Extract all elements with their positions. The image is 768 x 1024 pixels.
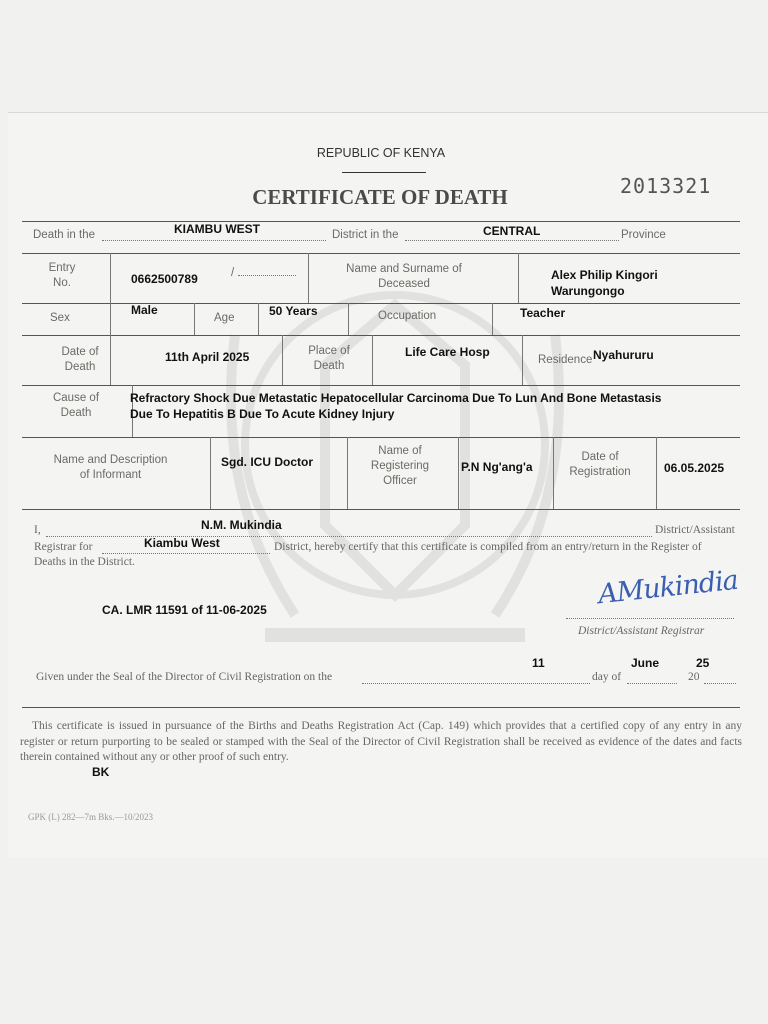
col-rule: [492, 303, 493, 335]
age-value: 50 Years: [269, 304, 318, 318]
entry-separator: /: [231, 267, 235, 279]
seal-month: June: [631, 656, 660, 670]
col-rule: [372, 335, 373, 385]
deceased-name: Alex Philip Kingori Warungongo: [551, 268, 658, 298]
col-rule: [347, 437, 348, 509]
date-registration-value: 06.05.2025: [664, 461, 725, 475]
col-rule: [308, 253, 309, 303]
row-rule-6: [22, 509, 740, 510]
entry-label: Entry No.: [48, 262, 76, 289]
registrar-district: Kiambu West: [144, 536, 220, 550]
entry-dots: [238, 275, 296, 276]
date-of-death-label: Date of Death: [61, 346, 99, 373]
district-value: KIAMBU WEST: [174, 222, 260, 236]
day-of-label: day of: [592, 671, 622, 683]
col-rule: [282, 335, 283, 385]
row-rule-3: [22, 335, 740, 336]
date-registration-label: Date of Registration: [569, 451, 631, 478]
col-rule: [210, 437, 211, 509]
i-label: I,: [34, 524, 41, 536]
col-rule: [258, 303, 259, 335]
entry-number: 0662500789: [131, 272, 198, 286]
registrar-for-label: Registrar for: [34, 541, 93, 553]
reference-number: CA. LMR 11591 of 11-06-2025: [102, 603, 267, 617]
residence-value: Nyahururu: [593, 348, 654, 362]
sex-value: Male: [131, 303, 158, 317]
serial-number: 2013321: [620, 174, 712, 198]
cause-value: Refractory Shock Due Metastatic Hepatocellular Carcinoma Due To Lun And Bone Metastasis Due To Hepatitis B Due To Acute Kidney Injury: [130, 391, 662, 421]
col-rule: [522, 335, 523, 385]
table-top-rule: [22, 221, 740, 222]
row-rule-4: [22, 385, 740, 386]
district-label: District in the: [332, 229, 399, 241]
seal-text: Given under the Seal of the Director of Civil Registration on the: [36, 671, 333, 683]
year-prefix: 20: [688, 671, 700, 683]
col-rule: [458, 437, 459, 509]
col-rule: [518, 253, 519, 303]
seal-year-dots: [704, 683, 736, 684]
seal-month-dots: [627, 683, 677, 684]
row-rule-2: [22, 303, 740, 304]
col-rule: [553, 437, 554, 509]
col-rule: [656, 437, 657, 509]
name-label: Name and Surname of Deceased: [346, 263, 462, 290]
sheet-top-edge: [8, 112, 768, 113]
col-rule: [110, 253, 111, 303]
seal-day: 11: [532, 656, 545, 670]
occupation-label: Occupation: [378, 310, 437, 322]
signature-caption: District/Assistant Registrar: [578, 625, 705, 637]
registrar-name-dots: [46, 536, 652, 537]
province-label: Province: [621, 229, 666, 241]
district-assistant-label: District/Assistant: [655, 524, 735, 536]
col-rule: [110, 335, 111, 385]
page-title: CERTIFICATE OF DEATH: [252, 185, 508, 209]
place-of-death-label: Place of Death: [308, 345, 350, 372]
district-dots: [102, 240, 326, 241]
residence-label: Residence: [538, 354, 593, 366]
informant-value: Sgd. ICU Doctor: [221, 455, 313, 469]
col-rule: [348, 303, 349, 335]
informant-label: Name and Description of Informant: [53, 454, 168, 481]
seal-day-dots: [362, 683, 590, 684]
col-rule: [194, 303, 195, 335]
registering-officer-value: P.N Ng'ang'a: [461, 460, 533, 474]
place-of-death-value: Life Care Hosp: [405, 345, 490, 359]
republic-heading: REPUBLIC OF KENYA: [316, 146, 446, 160]
province-dots: [405, 240, 619, 241]
sex-label: Sex: [50, 312, 70, 324]
date-of-death-value: 11th April 2025: [165, 350, 250, 364]
signature-dots: [566, 618, 734, 619]
seal-year: 25: [696, 656, 710, 670]
registrar-name: N.M. Mukindia: [201, 518, 282, 532]
clerk-initials: BK: [92, 765, 110, 779]
age-label: Age: [214, 312, 235, 324]
row-rule-5: [22, 437, 740, 438]
deaths-text: Deaths in the District.: [34, 556, 135, 568]
registrar-district-dots: [102, 553, 270, 554]
row-rule-1: [22, 253, 740, 254]
cause-label: Cause of Death: [52, 392, 100, 419]
death-in-label: Death in the: [33, 229, 96, 241]
province-value: CENTRAL: [483, 224, 541, 238]
legal-notice: This certificate is issued in pursuance of the Births and Deaths Registration Act (Cap. 149) which provides that a certified copy of any entry in any register or return purporting to be sealed or stamped with the Seal of the Director of Civil Registration shall be received as evidence of the dates and facts therein contained without any or other proof of such entry.: [20, 720, 742, 763]
registrar-signature: AMukindia: [596, 564, 740, 611]
certify-text: District, hereby certify that this certificate is compiled from an entry/return in the Register of: [274, 541, 702, 553]
footer-rule: [22, 707, 740, 708]
republic-underline: [342, 172, 426, 173]
occupation-value: Teacher: [520, 306, 566, 320]
registering-officer-label: Name of Registering Officer: [370, 445, 430, 487]
col-rule: [110, 303, 111, 335]
print-reference: GPK (L) 282—7m Bks.—10/2023: [28, 812, 154, 822]
